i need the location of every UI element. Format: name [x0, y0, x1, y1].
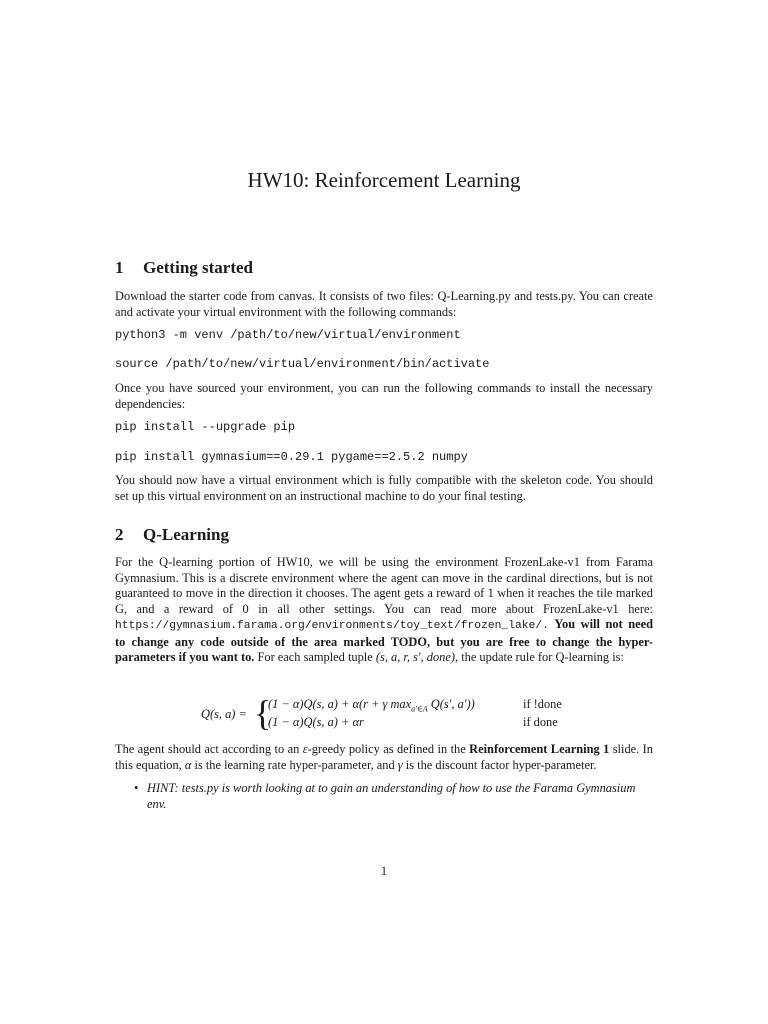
section-2-paragraph-1: [115, 555, 653, 666]
equation-case-not-done-main: (1 − α)Q(s, a) + α(r + γ max: [268, 697, 412, 711]
bullet-icon: •: [134, 781, 139, 795]
todo-instruction: You will not need to change any code outside of the area marked TODO, but you are free to change the hyper-parameters if you want to.: [115, 617, 653, 664]
gamma-symbol: γ: [397, 757, 403, 772]
equation-brace: {: [254, 693, 272, 733]
section-2-title: Q-Learning: [143, 525, 229, 544]
equation-case-not-done: [268, 697, 475, 713]
section-1-install-intro: Once you have sourced your environment, you can run the following commands to install the necessary dependencies:: [115, 381, 653, 411]
document-title: HW10: Reinforcement Learning: [247, 168, 521, 192]
section-1-heading: [115, 257, 653, 279]
policy-text-b: -greedy policy as defined in the: [307, 742, 466, 756]
hint-bullet: [135, 781, 653, 812]
equation-max-subscript: a′∈A: [411, 704, 428, 714]
slide-reference: Reinforcement Learning 1: [469, 742, 610, 756]
epsilon-symbol: ε: [302, 742, 308, 756]
section-1-closing: You should now have a virtual environment which is fully compatible with the skeleton code. You should set up this virtual environment on an instructional machine to do your final testing.: [115, 473, 653, 503]
policy-text-d: is the learning rate hyper-parameter, and: [194, 757, 395, 772]
tuple-intro: For each sampled tuple: [257, 650, 373, 664]
command-activate-venv: source /path/to/new/virtual/environment/bin/activate: [115, 357, 490, 371]
command-create-venv: python3 -m venv /path/to/new/virtual/environment: [115, 328, 461, 342]
policy-text-e: is the discount factor hyper-parameter.: [405, 757, 597, 772]
section-2-paragraph-2: [115, 742, 653, 773]
q-update-equation: [115, 693, 653, 733]
equation-condition-done: if done: [523, 715, 558, 729]
section-1-intro: Download the starter code from canvas. It consists of two files: Q-Learning.py and tests.py. You can create and activate your virtual environment with the following commands:: [115, 289, 653, 319]
q-learning-description: For the Q-learning portion of HW10, we will be using the environment FrozenLake-v1 from Farama Gymnasium. This is a discrete environment where the agent can move in the cardinal directions, but is not guaranteed to move in the direction it chooses. The agent gets a reward of 1 when it reaches the tile marked G, and a reward of 0 in all other settings. You can read more about FrozenLake-v1 here:: [115, 555, 653, 616]
section-1-title: Getting started: [143, 258, 254, 277]
hint-text: HINT: tests.py is worth looking at to gain an understanding of how to use the Farama Gymnasium env.: [147, 781, 636, 811]
page-number: 1: [380, 864, 388, 878]
equation-case-done: (1 − α)Q(s, a) + αr: [268, 715, 364, 729]
frozenlake-docs-url: https://gymnasium.farama.org/environments/toy_text/frozen_lake/.: [115, 620, 549, 632]
alpha-symbol: α: [184, 757, 192, 772]
update-rule-intro: , the update rule for Q-learning is:: [455, 650, 624, 664]
equation-condition-not-done: if !done: [523, 697, 562, 711]
policy-text-a: The agent should act according to an: [115, 742, 300, 756]
section-2-number: 2: [115, 525, 124, 544]
section-2-heading: [115, 524, 653, 546]
sample-tuple: (s, a, r, s′, done): [375, 650, 455, 664]
command-install-deps: pip install gymnasium==0.29.1 pygame==2.5.2 numpy: [115, 450, 468, 464]
command-upgrade-pip: pip install --upgrade pip: [115, 420, 296, 434]
equation-lhs: Q(s, a) =: [201, 707, 247, 721]
equation-case-not-done-end: Q(s′, a′)): [427, 697, 475, 711]
policy-text-c: slide. In this equation,: [115, 742, 653, 772]
section-1-number: 1: [115, 258, 124, 277]
